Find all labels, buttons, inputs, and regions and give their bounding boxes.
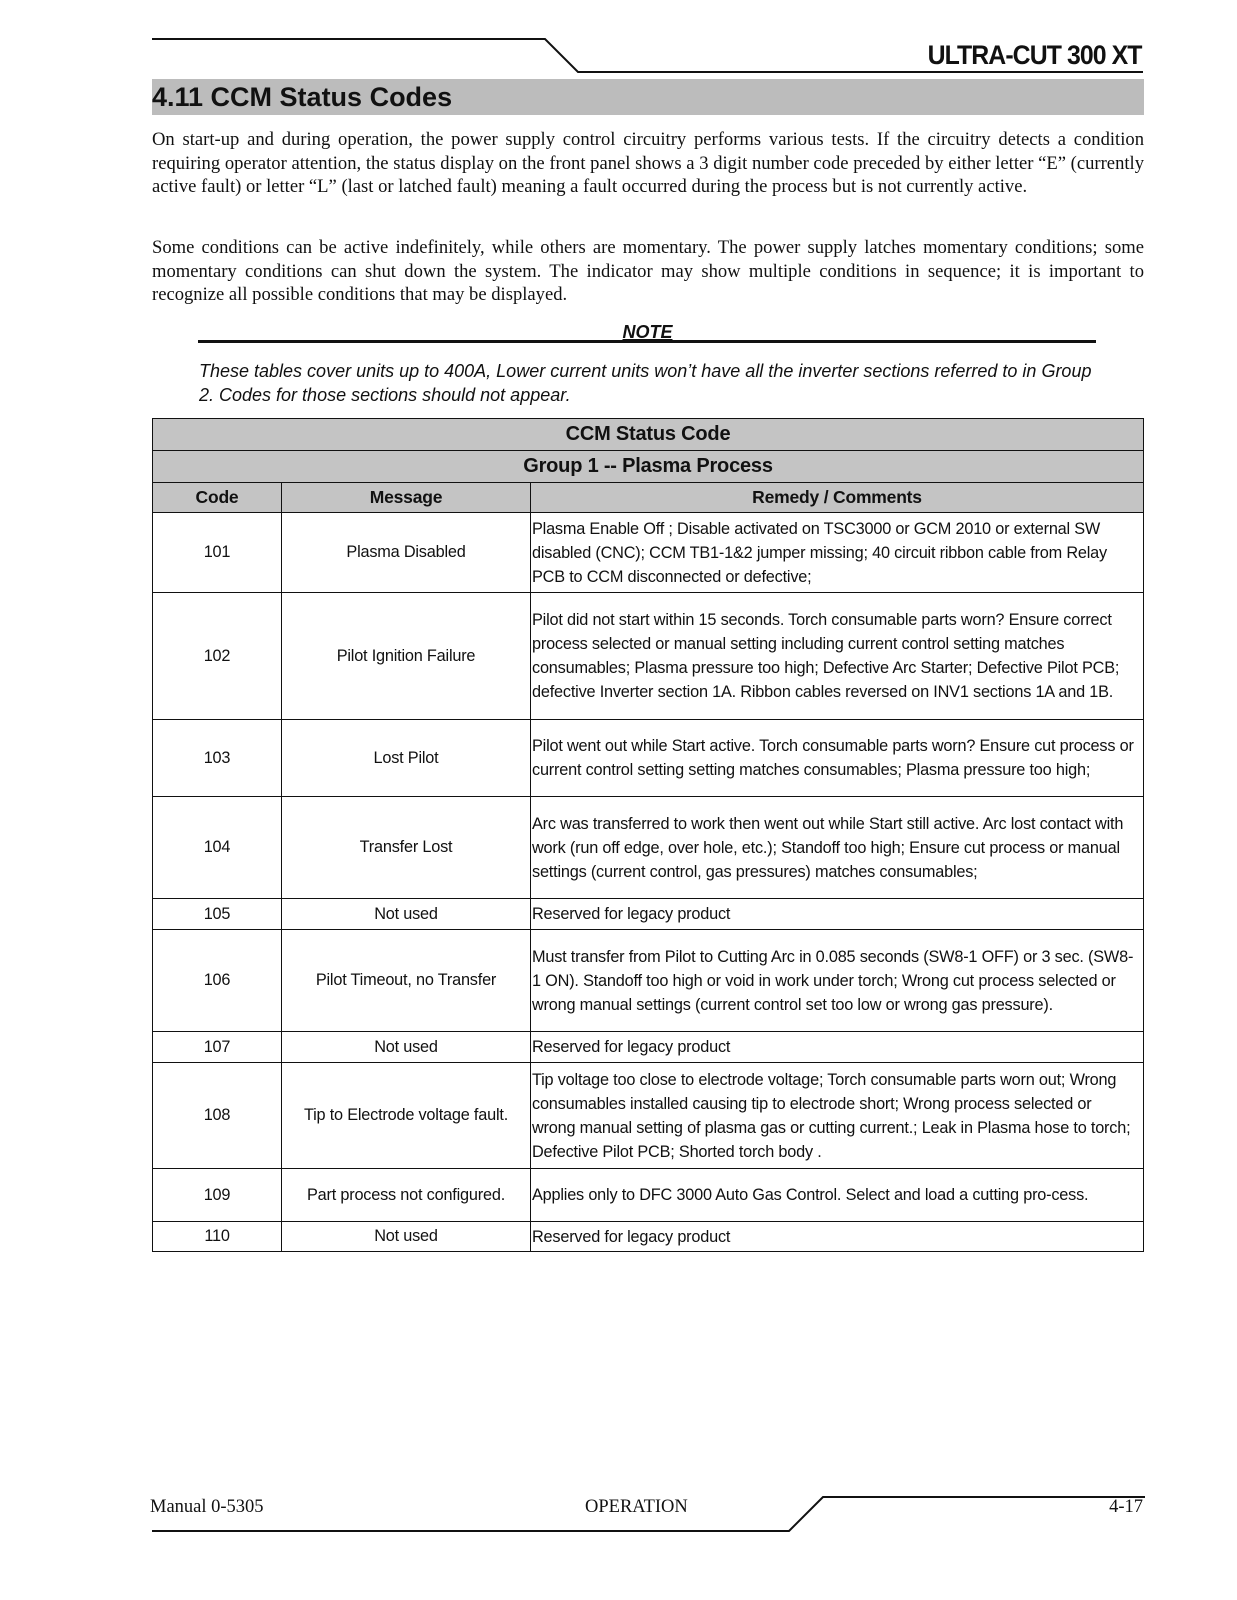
row-remedy: Applies only to DFC 3000 Auto Gas Control. Select and load a cutting pro-cess. [531, 1169, 1144, 1222]
table-row [153, 797, 1144, 899]
table-row [153, 593, 1144, 720]
table-row [153, 720, 1144, 797]
row-remedy: Reserved for legacy product [531, 899, 1144, 930]
section-title: 4.11 CCM Status Codes [152, 82, 453, 112]
intro-paragraph-2: Some conditions can be active indefinitely, while others are momentary. The power supply latches momentary conditions; some momentary conditions can shut down the system. The indicator may show multiple conditions in sequence; it is important to recognize all possible conditions that may be displayed. [152, 237, 1144, 305]
intro-paragraph-1: On start-up and during operation, the power supply control circuitry performs various tests. If the circuitry detects a condition requiring operator attention, the status display on the front panel shows a 3 digit number code preceded by either letter “E” (currently active fault) or letter “L” (last or latched fault) meaning a fault occurred during the process but is not currently active. [152, 129, 1144, 197]
table-row [153, 899, 1144, 930]
footer-manual: Manual 0-5305 [150, 1497, 264, 1517]
row-message: Pilot Timeout, no Transfer [282, 930, 531, 1032]
footer-chapter: OPERATION [585, 1497, 688, 1517]
table-row [153, 930, 1144, 1032]
row-message: Part process not configured. [282, 1169, 531, 1222]
note-title: NOTE [622, 322, 673, 342]
row-code: 106 [153, 930, 282, 1032]
row-message: Plasma Disabled [282, 513, 531, 593]
row-code: 108 [153, 1063, 282, 1169]
row-message: Not used [282, 1032, 531, 1063]
row-remedy: Pilot went out while Start active. Torch consumable parts worn? Ensure cut process or current control setting setting matches consumables; Plasma pressure too high; [531, 720, 1144, 797]
note-text: These tables cover units up to 400A, Lower current units won’t have all the inverter sections referred to in Group 2. Codes for those sections should not appear. [199, 361, 1092, 405]
row-code: 103 [153, 720, 282, 797]
col-message: Message [282, 483, 531, 513]
row-remedy: Reserved for legacy product [531, 1222, 1144, 1252]
row-message: Pilot Ignition Failure [282, 593, 531, 720]
row-message: Transfer Lost [282, 797, 531, 899]
row-code: 107 [153, 1032, 282, 1063]
table-title: CCM Status Code [153, 419, 1144, 451]
table-group: Group 1 -- Plasma Process [153, 451, 1144, 483]
row-code: 109 [153, 1169, 282, 1222]
table-row [153, 1222, 1144, 1252]
row-code: 104 [153, 797, 282, 899]
col-code: Code [153, 483, 282, 513]
table-row [153, 513, 1144, 593]
row-message: Tip to Electrode voltage fault. [282, 1063, 531, 1169]
ccm-status-table [152, 418, 1144, 1252]
row-message: Not used [282, 1222, 531, 1252]
col-remedy: Remedy / Comments [531, 483, 1144, 513]
product-brand: ULTRA-CUT 300 XT [928, 40, 1142, 70]
table-row [153, 1169, 1144, 1222]
row-remedy: Arc was transferred to work then went out while Start still active. Arc lost contact with work (run off edge, over hole, etc.); Standoff too high; Ensure cut process or manual settings (current control, gas pressures) matches consumables; [531, 797, 1144, 899]
row-remedy: Plasma Enable Off ; Disable activated on TSC3000 or GCM 2010 or external SW disabled (CNC); CCM TB1-1&2 jumper missing; 40 circuit ribbon cable from Relay PCB to CCM disconnected or defective; [531, 513, 1144, 593]
row-remedy: Reserved for legacy product [531, 1032, 1144, 1063]
row-code: 101 [153, 513, 282, 593]
row-code: 102 [153, 593, 282, 720]
table-row [153, 1032, 1144, 1063]
row-code: 110 [153, 1222, 282, 1252]
row-remedy: Must transfer from Pilot to Cutting Arc in 0.085 seconds (SW8-1 OFF) or 3 sec. (SW8-1 ON). Standoff too high or void in work under torch; Wrong cut process selected or wrong manual settings (current control set too low or wrong gas pressure). [531, 930, 1144, 1032]
table-row [153, 1063, 1144, 1169]
row-remedy: Tip voltage too close to electrode voltage; Torch consumable parts worn out; Wrong consumables installed causing tip to electrode short; Wrong process selected or wrong manual setting of plasma gas or cutting current.; Leak in Plasma hose to torch; Defective Pilot PCB; Shorted torch body . [531, 1063, 1144, 1169]
row-remedy: Pilot did not start within 15 seconds. Torch consumable parts worn? Ensure correct process selected or manual setting including current control setting matches consumables; Plasma pressure too high; Defective Arc Starter; Defective Pilot PCB; defective Inverter section 1A. Ribbon cables reversed on INV1 sections 1A and 1B. [531, 593, 1144, 720]
row-message: Lost Pilot [282, 720, 531, 797]
section-heading [152, 79, 1144, 115]
row-message: Not used [282, 899, 531, 930]
row-code: 105 [153, 899, 282, 930]
footer-page: 4-17 [1109, 1497, 1143, 1517]
